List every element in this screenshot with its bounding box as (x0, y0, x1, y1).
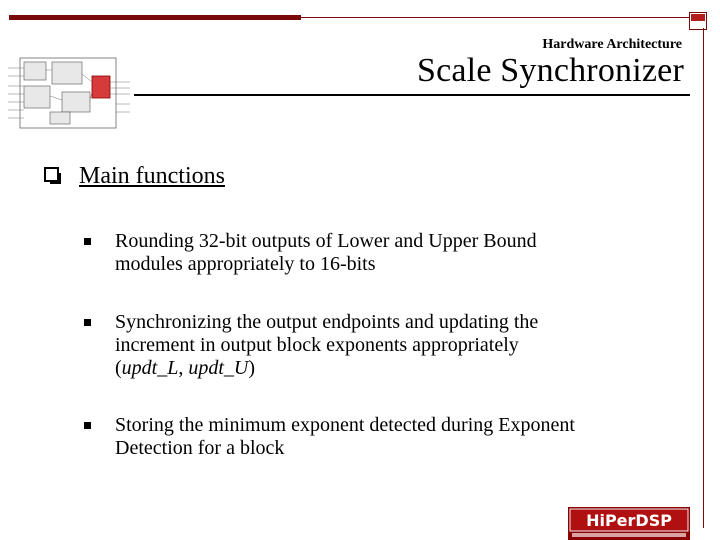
list-item-line: Synchronizing the output endpoints and updating the (115, 311, 539, 333)
list-item-line: increment in output block exponents appropriately (115, 334, 519, 356)
list-item-line: Detection for a block (115, 437, 285, 459)
list-item-line: Storing the minimum exponent detected during Exponent (115, 414, 575, 436)
separator: , (178, 357, 189, 379)
top-accent-line (301, 17, 690, 18)
list-item (84, 414, 675, 460)
paren-close: ) (248, 357, 256, 379)
top-accent-bar (9, 15, 301, 20)
main-bullet-text: Main functions (79, 163, 225, 189)
list-item (84, 230, 675, 276)
right-accent-line (703, 28, 704, 528)
title-underline (134, 94, 690, 96)
hiperdsp-logo (568, 507, 690, 540)
signal-name: updt_U (188, 357, 249, 379)
square-bullet-icon (84, 319, 91, 326)
list-item-line: modules appropriately to 16-bits (115, 253, 376, 275)
checkbox-bullet-icon (44, 167, 59, 182)
paren-open: ( (115, 357, 122, 379)
square-bullet-icon (84, 422, 91, 429)
signal-name: updt_L (121, 357, 179, 379)
corner-decoration-fill (691, 14, 705, 21)
square-bullet-icon (84, 238, 91, 245)
list-item-line (115, 357, 675, 380)
list-item-line: Rounding 32-bit outputs of Lower and Upper Bound (115, 230, 537, 252)
architecture-diagram-thumbnail (6, 56, 134, 132)
logo-text: HiPerDSP (586, 511, 672, 530)
slide-title: Scale Synchronizer (416, 52, 684, 89)
section-subtitle: Hardware Architecture (542, 37, 682, 52)
main-bullet (44, 160, 225, 192)
list-item (84, 311, 675, 380)
